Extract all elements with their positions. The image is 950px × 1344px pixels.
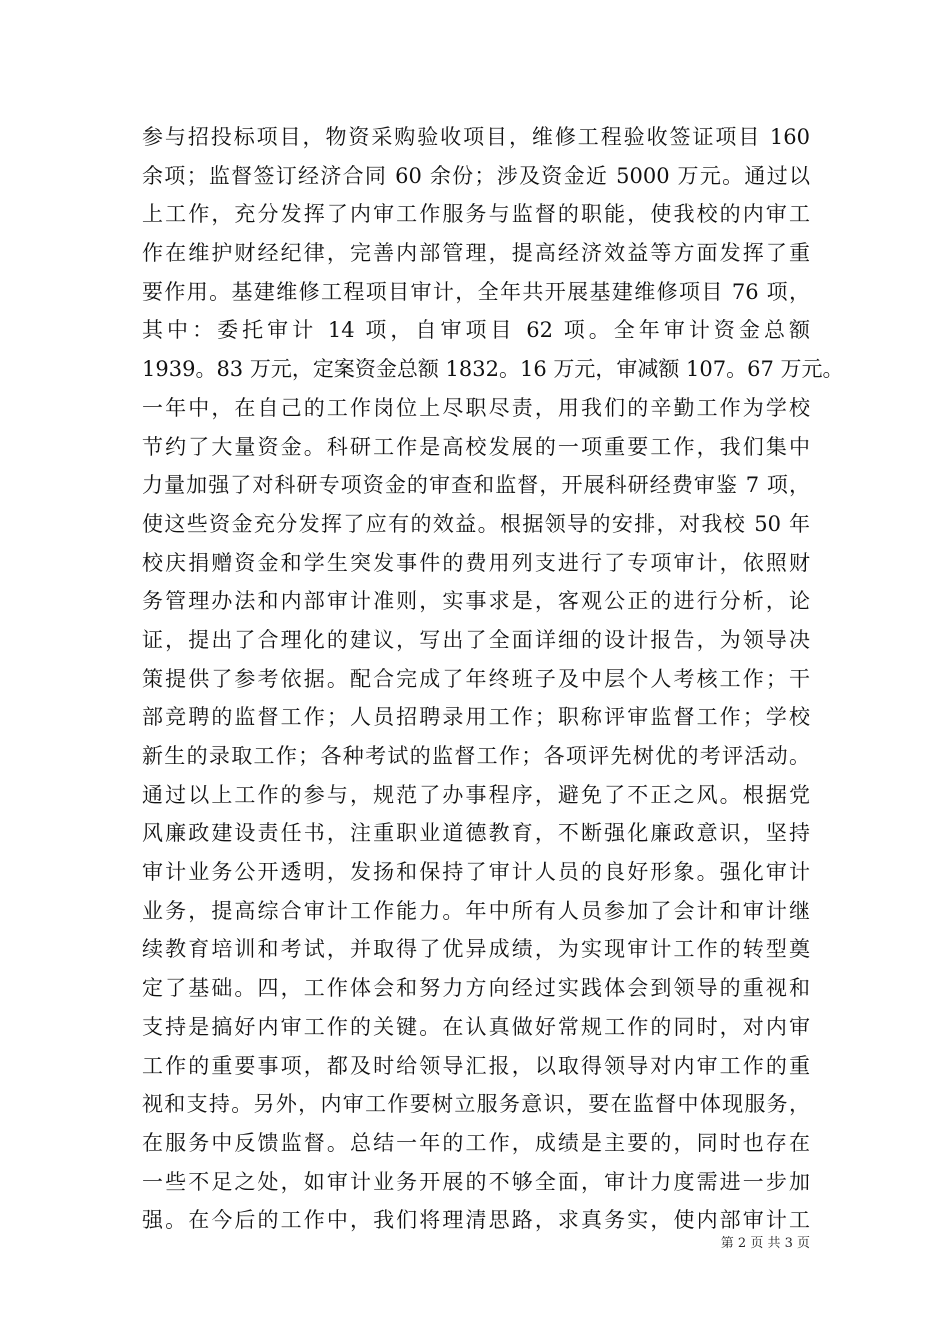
text-line: 通过以上工作的参与，规范了办事程序，避免了不正之风。根据党 — [142, 782, 810, 807]
text-line: 支持是搞好内审工作的关键。在认真做好常规工作的同时，对内审 — [142, 1014, 810, 1039]
text-line: 要作用。基建维修工程项目审计，全年共开展基建维修项目 76 项， — [142, 279, 810, 304]
text-line: 证，提出了合理化的建议，写出了全面详细的设计报告，为领导决 — [142, 627, 810, 652]
text-line: 业务，提高综合审计工作能力。年中所有人员参加了会计和审计继 — [142, 898, 810, 923]
text-line: 新生的录取工作；各种考试的监督工作；各项评先树优的考评活动。 — [142, 744, 810, 768]
text-line: 参与招投标项目，物资采购验收项目，维修工程验收签证项目 160 — [142, 125, 810, 149]
text-line: 上工作，充分发挥了内审工作服务与监督的职能，使我校的内审工 — [142, 202, 810, 227]
text-line: 余项；监督签订经济合同 60 余份；涉及资金近 5000 万元。通过以 — [142, 163, 810, 188]
text-line: 风廉政建设责任书，注重职业道德教育，不断强化廉政意识，坚持 — [142, 821, 810, 846]
text-line: 1939。83 万元，定案资金总额 1832。16 万元，审减额 107。67 万元。 — [142, 357, 844, 382]
text-line: 使这些资金充分发挥了应有的效益。根据领导的安排，对我校 50 年 — [142, 511, 810, 536]
text-line: 定了基础。四，工作体会和努力方向经过实践体会到领导的重视和 — [142, 976, 810, 1001]
text-line: 策提供了参考依据。配合完成了年终班子及中层个人考核工作；干 — [142, 666, 810, 691]
body-text — [142, 118, 844, 1240]
text-line: 作在维护财经纪律，完善内部管理，提高经济效益等方面发挥了重 — [142, 241, 810, 266]
text-line: 一年中，在自己的工作岗位上尽职尽责，用我们的辛勤工作为学校 — [142, 395, 810, 420]
text-line: 视和支持。另外，内审工作要树立服务意识，要在监督中体现服务， — [142, 1092, 810, 1117]
text-line: 节约了大量资金。科研工作是高校发展的一项重要工作，我们集中 — [142, 434, 810, 459]
text-line: 在服务中反馈监督。总结一年的工作，成绩是主要的，同时也存在 — [142, 1130, 810, 1155]
text-line: 续教育培训和考试，并取得了优异成绩，为实现审计工作的转型奠 — [142, 937, 810, 962]
text-line: 力量加强了对科研专项资金的审查和监督，开展科研经费审鉴 7 项， — [142, 473, 810, 498]
page-number-footer: 第 2 页 共 3 页 — [720, 1236, 810, 1251]
text-line: 工作的重要事项，都及时给领导汇报，以取得领导对内审工作的重 — [142, 1053, 810, 1078]
text-line: 一些不足之处，如审计业务开展的不够全面，审计力度需进一步加 — [142, 1169, 810, 1194]
text-line: 审计业务公开透明，发扬和保持了审计人员的良好形象。强化审计 — [142, 860, 810, 885]
text-line: 务管理办法和内部审计准则，实事求是，客观公正的进行分析，论 — [142, 589, 810, 614]
text-line: 其中：委托审计 14 项，自审项目 62 项。全年审计资金总额 — [142, 318, 810, 343]
text-line: 部竞聘的监督工作；人员招聘录用工作；职称评审监督工作；学校 — [142, 705, 810, 730]
text-line: 强。在今后的工作中，我们将理清思路，求真务实，使内部审计工 — [142, 1208, 810, 1233]
text-line: 校庆捐赠资金和学生突发事件的费用列支进行了专项审计，依照财 — [142, 550, 810, 575]
